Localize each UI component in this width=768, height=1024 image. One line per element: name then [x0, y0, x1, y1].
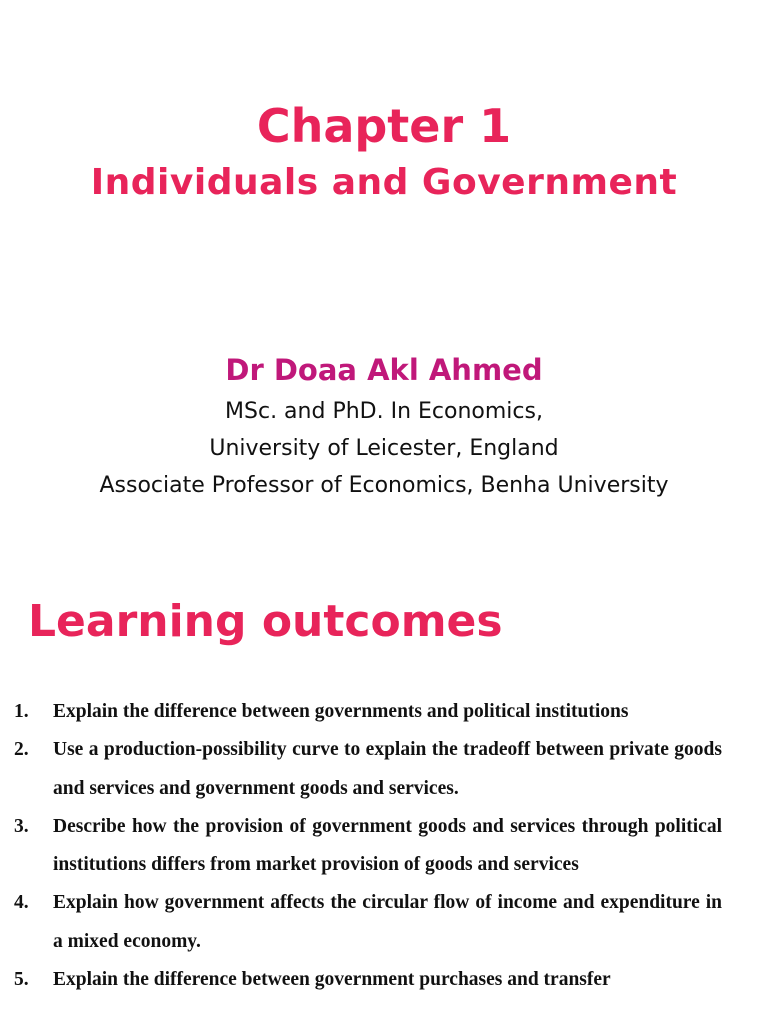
- outcome-item-2: [0, 731, 768, 808]
- chapter-subtitle: Individuals and Government: [90, 162, 678, 203]
- outcome-text: Explain the difference between government purchases and transfer: [53, 969, 611, 991]
- outcome-text: Describe how the provision of government goods and services through political institutions differs from market provision of goods and services: [53, 815, 722, 876]
- learning-outcomes-list: [0, 693, 768, 999]
- outcome-number: 5.: [14, 969, 29, 991]
- outcome-number: 1.: [14, 701, 29, 722]
- outcome-item-4: [0, 884, 768, 961]
- author-name: Dr Doaa Akl Ahmed: [225, 353, 543, 387]
- learning-outcomes-heading: Learning outcomes: [28, 596, 503, 647]
- outcome-number: 2.: [14, 739, 29, 761]
- outcome-item-1: [0, 693, 768, 731]
- outcome-text: Use a production-possibility curve to explain the tradeoff between private goods and services and government goods and services.: [53, 739, 722, 799]
- outcome-number: 3.: [14, 815, 29, 837]
- outcome-item-5: [0, 961, 768, 999]
- outcome-item-3: [0, 808, 768, 885]
- author-credential-university: University of Leicester, England: [209, 436, 559, 461]
- author-credential-degree: MSc. and PhD. In Economics,: [225, 399, 543, 424]
- outcome-text: Explain how government affects the circular flow of income and expenditure in a mixed economy.: [53, 892, 722, 952]
- author-credential-position: Associate Professor of Economics, Benha University: [99, 473, 669, 498]
- chapter-title: Chapter 1: [256, 99, 512, 153]
- outcome-number: 4.: [14, 892, 29, 914]
- outcome-text: Explain the difference between governments and political institutions: [53, 701, 629, 722]
